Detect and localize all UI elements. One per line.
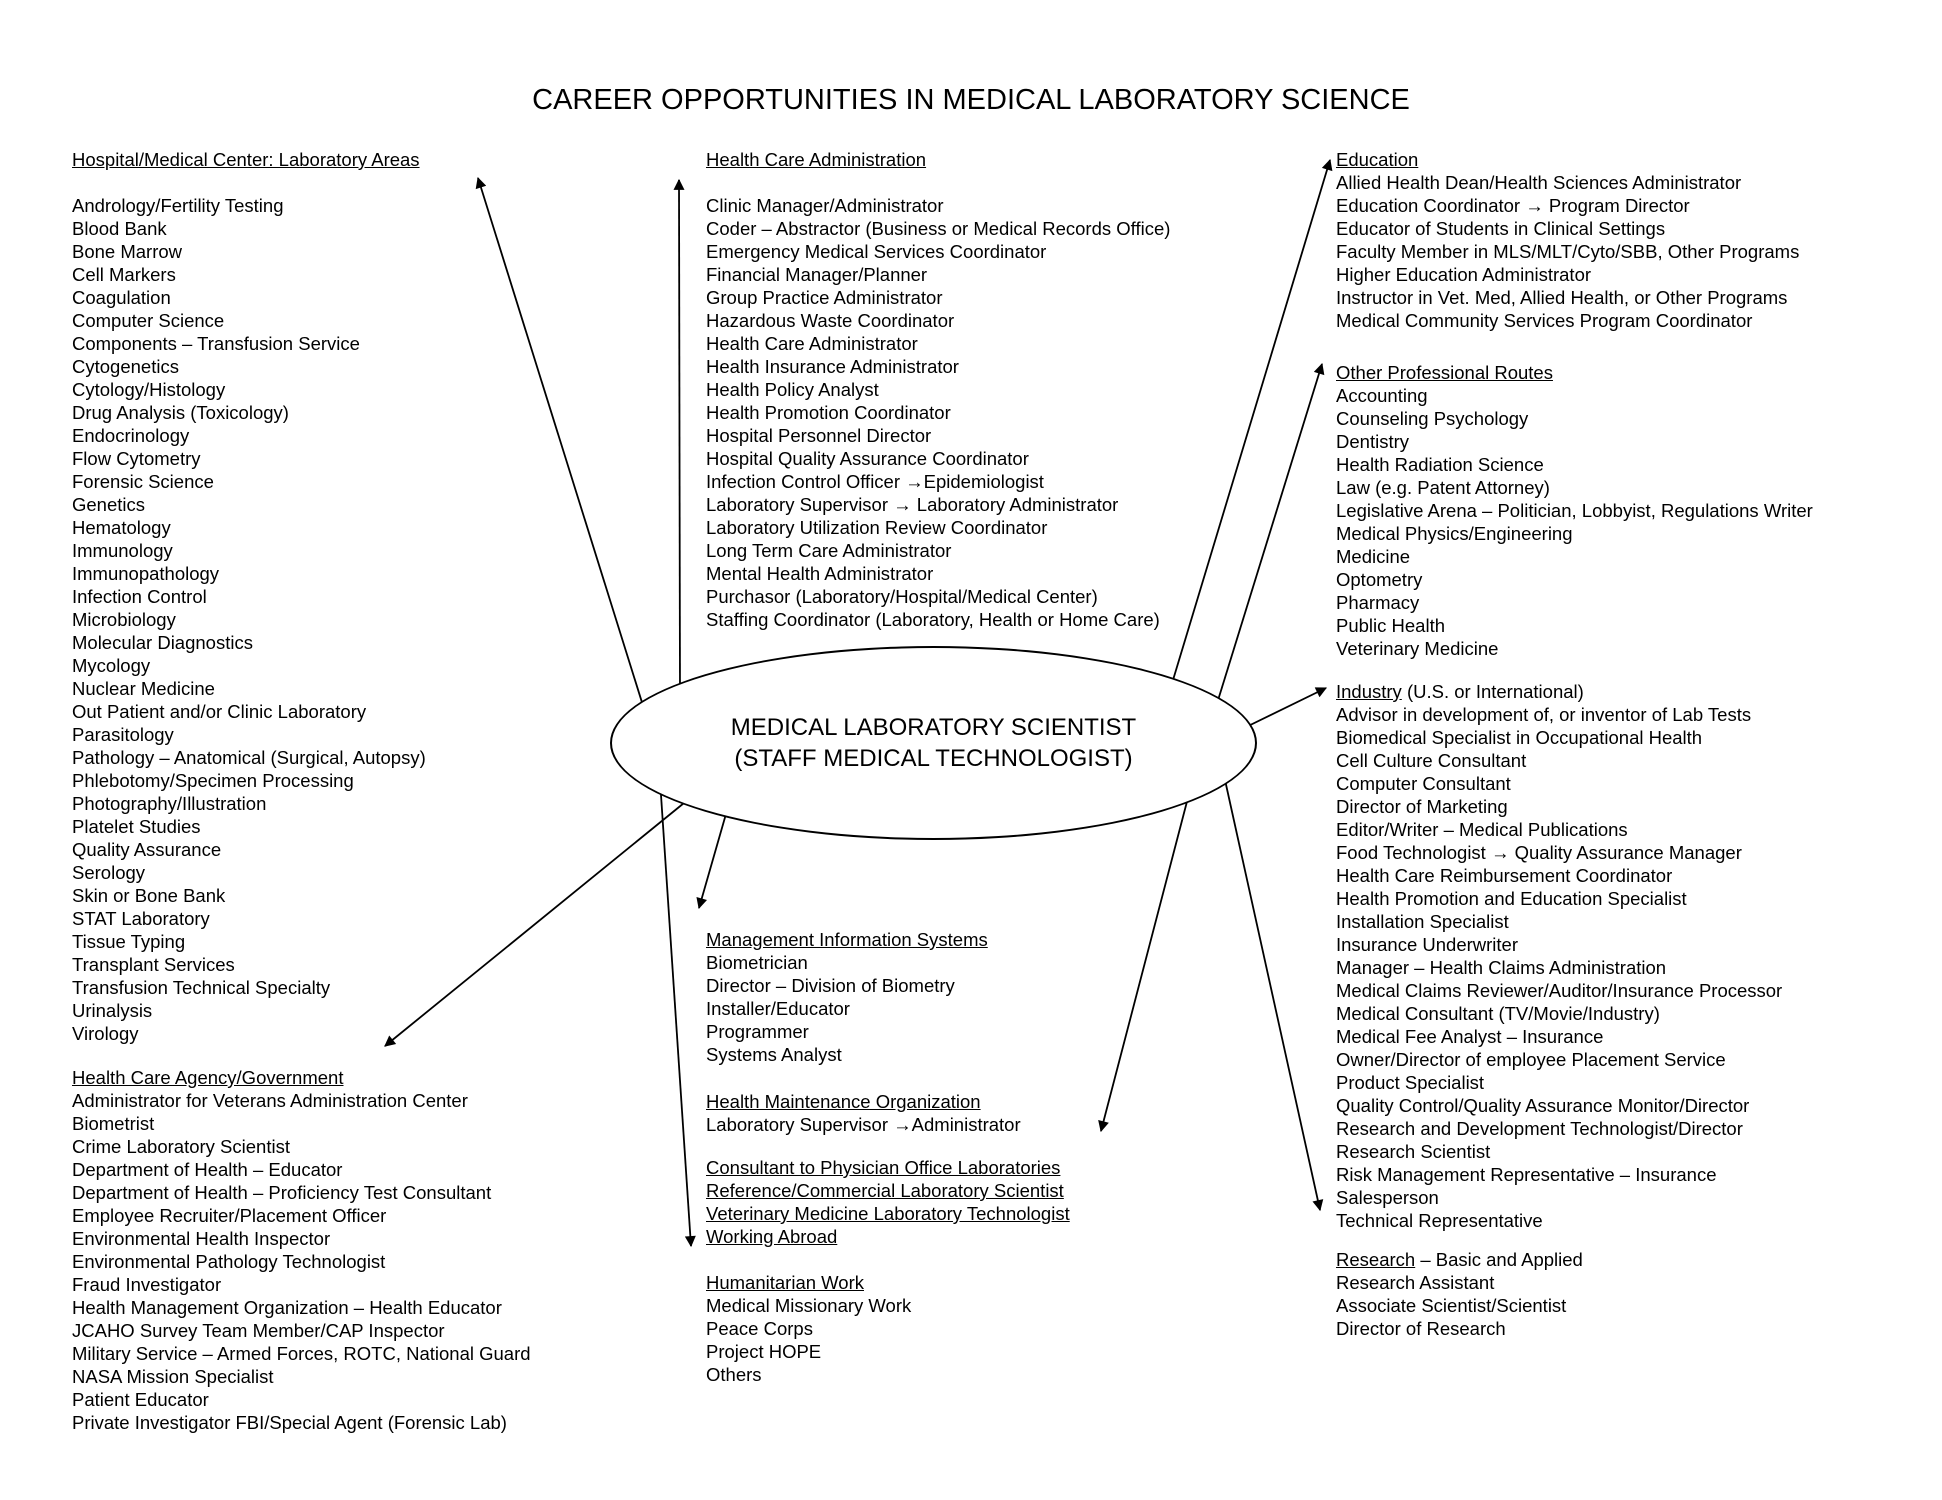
list-item: Laboratory Supervisor → Laboratory Administrator xyxy=(706,494,1119,515)
list-item: Allied Health Dean/Health Sciences Administrator xyxy=(1336,172,1742,193)
list-item: Biometrist xyxy=(72,1113,155,1134)
list-item: Technical Representative xyxy=(1336,1210,1543,1231)
section-management-information-systems xyxy=(706,928,988,1066)
list-item: Skin or Bone Bank xyxy=(72,885,226,906)
list-item: Transplant Services xyxy=(72,954,235,975)
list-item: Higher Education Administrator xyxy=(1336,264,1592,285)
list-item: Out Patient and/or Clinic Laboratory xyxy=(72,701,367,722)
section-header: Health Care Administration xyxy=(706,149,927,170)
list-item: Clinic Manager/Administrator xyxy=(706,195,944,216)
list-item: Bone Marrow xyxy=(72,241,183,262)
section-item-list xyxy=(706,194,1170,631)
list-item: Research Assistant xyxy=(1336,1272,1495,1293)
section-standalone-routes xyxy=(706,1156,1070,1248)
section-item-list xyxy=(72,1089,531,1434)
list-item: Optometry xyxy=(1336,569,1423,590)
section-item-list xyxy=(1336,703,1782,1232)
arrow-to-consultant-block xyxy=(1101,790,1190,1131)
central-node-line2: (STAFF MEDICAL TECHNOLOGIST) xyxy=(734,745,1133,772)
list-item: Employee Recruiter/Placement Officer xyxy=(72,1205,387,1226)
list-item: Medical Consultant (TV/Movie/Industry) xyxy=(1336,1003,1660,1024)
arrow-to-education xyxy=(1170,160,1330,690)
list-item: Insurance Underwriter xyxy=(1336,934,1518,955)
list-item: Risk Management Representative – Insurance xyxy=(1336,1164,1717,1185)
section-header: Education xyxy=(1336,149,1419,170)
list-item: Health Insurance Administrator xyxy=(706,356,959,377)
list-item: Health Promotion Coordinator xyxy=(706,402,951,423)
list-item: Advisor in development of, or inventor of Lab Tests xyxy=(1336,704,1752,725)
list-item: Components – Transfusion Service xyxy=(72,333,360,354)
section-item-list xyxy=(1336,171,1799,332)
list-item: STAT Laboratory xyxy=(72,908,210,929)
central-node-line1: MEDICAL LABORATORY SCIENTIST xyxy=(730,714,1137,741)
list-item: Medical Claims Reviewer/Auditor/Insurance Processor xyxy=(1336,980,1783,1001)
list-item: Director of Marketing xyxy=(1336,796,1508,817)
section-education xyxy=(1336,148,1799,332)
central-node xyxy=(610,646,1257,840)
section-header: Industry (U.S. or International) xyxy=(1336,681,1584,702)
arrow-to-working-abroad xyxy=(660,780,691,1246)
list-item: Department of Health – Educator xyxy=(72,1159,343,1180)
list-item: NASA Mission Specialist xyxy=(72,1366,274,1387)
list-item: Environmental Pathology Technologist xyxy=(72,1251,386,1272)
list-item: Mycology xyxy=(72,655,151,676)
list-item: Environmental Health Inspector xyxy=(72,1228,331,1249)
list-item: Health Promotion and Education Specialist xyxy=(1336,888,1687,909)
list-item: Genetics xyxy=(72,494,146,515)
list-item: Project HOPE xyxy=(706,1341,822,1362)
list-item: Private Investigator FBI/Special Agent (Forensic Lab) xyxy=(72,1412,507,1433)
list-item: Legislative Arena – Politician, Lobbyist, Regulations Writer xyxy=(1336,500,1813,521)
list-item: Hematology xyxy=(72,517,171,538)
list-item: Cell Markers xyxy=(72,264,176,285)
list-item: Department of Health – Proficiency Test Consultant xyxy=(72,1182,492,1203)
list-item: Reference/Commercial Laboratory Scientist xyxy=(706,1180,1064,1201)
section-item-list xyxy=(706,1113,1021,1136)
list-item: Owner/Director of employee Placement Service xyxy=(1336,1049,1726,1070)
list-item: JCAHO Survey Team Member/CAP Inspector xyxy=(72,1320,445,1341)
list-item: Health Radiation Science xyxy=(1336,454,1544,475)
list-item: Patient Educator xyxy=(72,1389,209,1410)
section-header: Hospital/Medical Center: Laboratory Areas xyxy=(72,149,420,170)
list-item: Education Coordinator → Program Director xyxy=(1336,195,1690,216)
list-item: Microbiology xyxy=(72,609,176,630)
list-item: Peace Corps xyxy=(706,1318,813,1339)
list-item: Infection Control Officer →Epidemiologist xyxy=(706,471,1044,492)
list-item: Coagulation xyxy=(72,287,171,308)
section-item-list xyxy=(706,1156,1070,1248)
list-item: Veterinary Medicine xyxy=(1336,638,1499,659)
list-item: Molecular Diagnostics xyxy=(72,632,253,653)
list-item: Medical Missionary Work xyxy=(706,1295,912,1316)
list-item: Nuclear Medicine xyxy=(72,678,215,699)
list-item: Purchasor (Laboratory/Hospital/Medical Center) xyxy=(706,586,1098,607)
list-item: Flow Cytometry xyxy=(72,448,201,469)
list-item: Food Technologist → Quality Assurance Manager xyxy=(1336,842,1742,863)
list-item: Medicine xyxy=(1336,546,1411,567)
list-item: Programmer xyxy=(706,1021,809,1042)
list-item: Educator of Students in Clinical Settings xyxy=(1336,218,1666,239)
section-item-list xyxy=(706,1294,911,1386)
list-item: Salesperson xyxy=(1336,1187,1439,1208)
list-item: Associate Scientist/Scientist xyxy=(1336,1295,1567,1316)
section-item-list xyxy=(1336,384,1813,660)
list-item: Forensic Science xyxy=(72,471,214,492)
list-item: Others xyxy=(706,1364,762,1385)
list-item: Parasitology xyxy=(72,724,174,745)
list-item: Staffing Coordinator (Laboratory, Health or Home Care) xyxy=(706,609,1160,630)
list-item: Crime Laboratory Scientist xyxy=(72,1136,290,1157)
list-item: Coder – Abstractor (Business or Medical Records Office) xyxy=(706,218,1171,239)
section-industry xyxy=(1336,680,1782,1232)
list-item: Endocrinology xyxy=(72,425,190,446)
list-item: Working Abroad xyxy=(706,1226,838,1247)
list-item: Medical Physics/Engineering xyxy=(1336,523,1573,544)
section-item-list xyxy=(72,194,426,1045)
list-item: Public Health xyxy=(1336,615,1446,636)
list-item: Mental Health Administrator xyxy=(706,563,934,584)
list-item: Accounting xyxy=(1336,385,1428,406)
list-item: Drug Analysis (Toxicology) xyxy=(72,402,289,423)
section-header: Other Professional Routes xyxy=(1336,362,1553,383)
list-item: Infection Control xyxy=(72,586,207,607)
list-item: Blood Bank xyxy=(72,218,167,239)
list-item: Laboratory Supervisor →Administrator xyxy=(706,1114,1021,1135)
list-item: Computer Consultant xyxy=(1336,773,1511,794)
list-item: Biometrician xyxy=(706,952,808,973)
list-item: Counseling Psychology xyxy=(1336,408,1529,429)
section-hospital-laboratory-areas xyxy=(72,148,426,1045)
list-item: Group Practice Administrator xyxy=(706,287,943,308)
list-item: Hospital Quality Assurance Coordinator xyxy=(706,448,1029,469)
list-item: Cytology/Histology xyxy=(72,379,226,400)
section-item-list xyxy=(706,951,988,1066)
section-health-care-agency xyxy=(72,1066,531,1434)
section-header: Management Information Systems xyxy=(706,929,988,950)
section-other-professional-routes xyxy=(1336,361,1813,660)
list-item: Quality Control/Quality Assurance Monitor/Director xyxy=(1336,1095,1750,1116)
list-item: Urinalysis xyxy=(72,1000,153,1021)
list-item: Phlebotomy/Specimen Processing xyxy=(72,770,354,791)
list-item: Laboratory Utilization Review Coordinator xyxy=(706,517,1048,538)
list-item: Health Care Reimbursement Coordinator xyxy=(1336,865,1673,886)
list-item: Health Care Administrator xyxy=(706,333,918,354)
list-item: Veterinary Medicine Laboratory Technologist xyxy=(706,1203,1070,1224)
section-header: Health Care Agency/Government xyxy=(72,1067,344,1088)
list-item: Consultant to Physician Office Laboratories xyxy=(706,1157,1061,1178)
list-item: Director – Division of Biometry xyxy=(706,975,955,996)
list-item: Hospital Personnel Director xyxy=(706,425,932,446)
arrow-to-research xyxy=(1225,780,1320,1210)
list-item: Platelet Studies xyxy=(72,816,201,837)
list-item: Transfusion Technical Specialty xyxy=(72,977,331,998)
list-item: Manager – Health Claims Administration xyxy=(1336,957,1667,978)
list-item: Director of Research xyxy=(1336,1318,1506,1339)
section-header: Health Maintenance Organization xyxy=(706,1091,981,1112)
list-item: Systems Analyst xyxy=(706,1044,842,1065)
list-item: Computer Science xyxy=(72,310,225,331)
list-item: Virology xyxy=(72,1023,139,1044)
list-item: Pharmacy xyxy=(1336,592,1420,613)
list-item: Tissue Typing xyxy=(72,931,186,952)
list-item: Pathology – Anatomical (Surgical, Autopsy) xyxy=(72,747,426,768)
arrow-to-industry xyxy=(1240,688,1326,730)
section-item-list xyxy=(1336,1271,1583,1340)
list-item: Installation Specialist xyxy=(1336,911,1509,932)
list-item: Administrator for Veterans Administration Center xyxy=(72,1090,468,1111)
list-item: Research Scientist xyxy=(1336,1141,1491,1162)
list-item: Instructor in Vet. Med, Allied Health, or Other Programs xyxy=(1336,287,1788,308)
arrow-to-health-care-administration xyxy=(679,180,680,700)
list-item: Editor/Writer – Medical Publications xyxy=(1336,819,1628,840)
list-item: Long Term Care Administrator xyxy=(706,540,952,561)
list-item: Medical Community Services Program Coordinator xyxy=(1336,310,1753,331)
list-item: Financial Manager/Planner xyxy=(706,264,928,285)
list-item: Hazardous Waste Coordinator xyxy=(706,310,955,331)
section-header: Humanitarian Work xyxy=(706,1272,864,1293)
section-health-maintenance-organization xyxy=(706,1090,1021,1136)
list-item: Installer/Educator xyxy=(706,998,850,1019)
list-item: Health Management Organization – Health Educator xyxy=(72,1297,502,1318)
list-item: Emergency Medical Services Coordinator xyxy=(706,241,1047,262)
section-header: Research – Basic and Applied xyxy=(1336,1249,1583,1270)
arrow-to-other-professional-routes xyxy=(1215,364,1322,710)
list-item: Serology xyxy=(72,862,146,883)
list-item: Quality Assurance xyxy=(72,839,222,860)
arrow-to-health-care-agency xyxy=(385,790,700,1046)
section-health-care-administration xyxy=(706,148,1170,631)
list-item: Faculty Member in MLS/MLT/Cyto/SBB, Other Programs xyxy=(1336,241,1800,262)
diagram-title: CAREER OPPORTUNITIES IN MEDICAL LABORATORY SCIENCE xyxy=(532,84,1410,116)
list-item: Cell Culture Consultant xyxy=(1336,750,1527,771)
arrow-to-hospital-areas xyxy=(478,178,660,760)
list-item: Military Service – Armed Forces, ROTC, National Guard xyxy=(72,1343,531,1364)
list-item: Immunopathology xyxy=(72,563,220,584)
list-item: Product Specialist xyxy=(1336,1072,1485,1093)
list-item: Andrology/Fertility Testing xyxy=(72,195,284,216)
list-item: Research and Development Technologist/Director xyxy=(1336,1118,1743,1139)
list-item: Biomedical Specialist in Occupational Health xyxy=(1336,727,1703,748)
list-item: Health Policy Analyst xyxy=(706,379,879,400)
section-humanitarian-work xyxy=(706,1271,911,1386)
section-research xyxy=(1336,1248,1583,1340)
list-item: Medical Fee Analyst – Insurance xyxy=(1336,1026,1604,1047)
list-item: Dentistry xyxy=(1336,431,1409,452)
list-item: Immunology xyxy=(72,540,173,561)
list-item: Fraud Investigator xyxy=(72,1274,222,1295)
list-item: Photography/Illustration xyxy=(72,793,267,814)
list-item: Law (e.g. Patent Attorney) xyxy=(1336,477,1550,498)
list-item: Cytogenetics xyxy=(72,356,179,377)
